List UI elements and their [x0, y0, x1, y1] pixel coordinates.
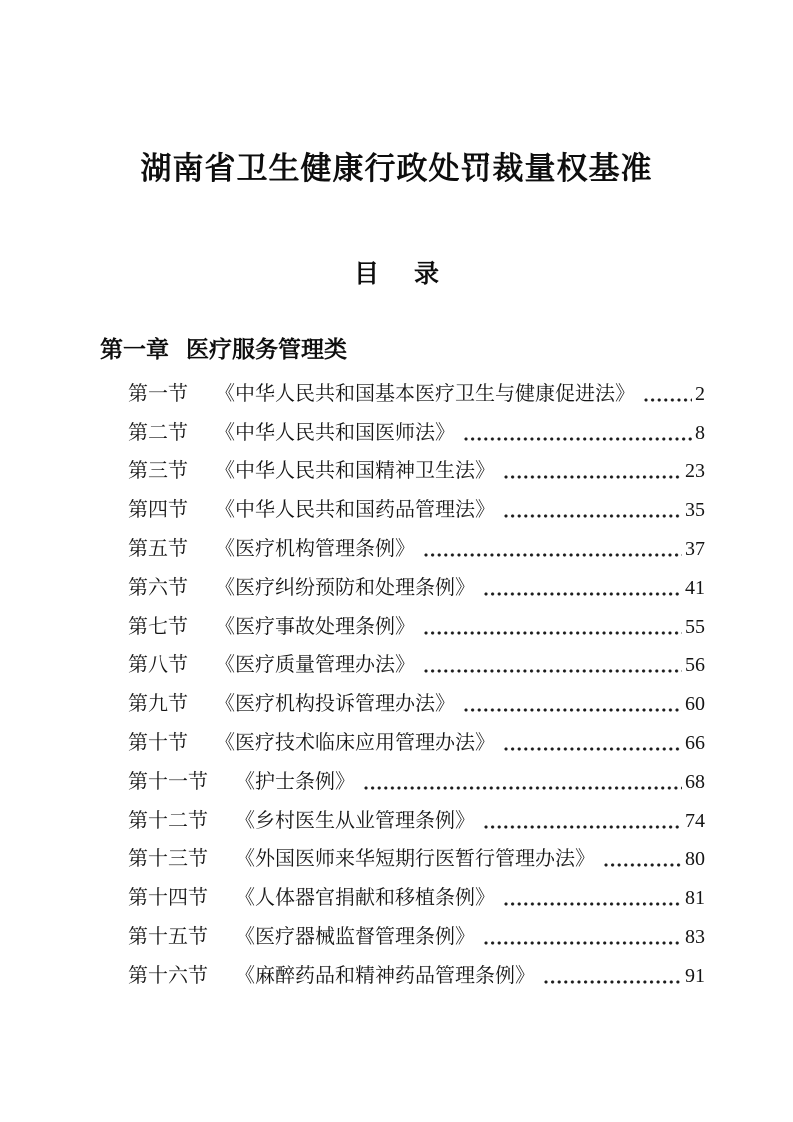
- section-title: 《人体器官捐献和移植条例》: [235, 887, 495, 910]
- page-number: 8: [695, 421, 705, 444]
- dot-leader: [504, 514, 682, 518]
- section-label: 第一节: [128, 382, 188, 405]
- toc-heading: 目 录: [354, 260, 439, 288]
- toc-entry: [128, 605, 705, 644]
- toc-entry: [128, 372, 705, 411]
- dot-leader: [424, 669, 682, 673]
- section-label: 第九节: [128, 693, 188, 716]
- page-number: 37: [685, 537, 705, 560]
- page-number: 91: [685, 964, 705, 987]
- section-label: 第六节: [128, 576, 188, 599]
- dot-leader: [604, 863, 682, 867]
- dot-leader: [544, 980, 682, 984]
- section-label: 第十三节: [128, 848, 208, 871]
- toc-entry: [128, 644, 705, 683]
- section-title: 《医疗质量管理办法》: [215, 654, 415, 677]
- toc-entry: [128, 566, 705, 605]
- dot-leader: [504, 747, 682, 751]
- section-label: 第十六节: [128, 964, 208, 987]
- dot-leader: [504, 475, 682, 479]
- section-title: 《乡村医生从业管理条例》: [235, 809, 475, 832]
- section-label: 第十二节: [128, 809, 208, 832]
- toc-entry: [128, 411, 705, 450]
- section-title: 《医疗事故处理条例》: [215, 615, 415, 638]
- section-label: 第十节: [128, 731, 188, 754]
- toc-entry: [128, 838, 705, 877]
- toc-entry: [128, 721, 705, 760]
- toc-entry: [128, 760, 705, 799]
- toc-entry: [128, 799, 705, 838]
- dot-leader: [484, 825, 682, 829]
- dot-leader: [644, 398, 692, 402]
- section-label: 第十五节: [128, 925, 208, 948]
- dot-leader: [484, 592, 682, 596]
- page-number: 80: [685, 848, 705, 871]
- toc-entry: [128, 682, 705, 721]
- dot-leader: [364, 786, 682, 790]
- section-label: 第十一节: [128, 770, 208, 793]
- chapter-heading: [0, 333, 793, 365]
- dot-leader: [424, 553, 682, 557]
- section-title: 《中华人民共和国基本医疗卫生与健康促进法》: [215, 382, 635, 405]
- toc-entry: [128, 527, 705, 566]
- toc-entry: [128, 450, 705, 489]
- section-title: 《医疗机构管理条例》: [215, 537, 415, 560]
- page-number: 41: [685, 576, 705, 599]
- section-label: 第五节: [128, 537, 188, 560]
- section-label: 第二节: [128, 421, 188, 444]
- page-number: 60: [685, 693, 705, 716]
- toc-entry: [128, 915, 705, 954]
- section-label: 第四节: [128, 499, 188, 522]
- page-number: 81: [685, 887, 705, 910]
- dot-leader: [504, 902, 682, 906]
- toc-entry: [128, 954, 705, 993]
- section-title: 《医疗技术临床应用管理办法》: [215, 731, 495, 754]
- section-label: 第七节: [128, 615, 188, 638]
- section-label: 第三节: [128, 460, 188, 483]
- page-number: 55: [685, 615, 705, 638]
- section-label: 第八节: [128, 654, 188, 677]
- page-number: 35: [685, 499, 705, 522]
- chapter-label: 第一章: [100, 336, 169, 362]
- section-title: 《中华人民共和国医师法》: [215, 421, 455, 444]
- section-title: 《护士条例》: [235, 770, 355, 793]
- dot-leader: [464, 437, 692, 441]
- page-number: 56: [685, 654, 705, 677]
- page-number: 68: [685, 770, 705, 793]
- dot-leader: [424, 631, 682, 635]
- toc-entry-list: [0, 372, 793, 993]
- page-number: 74: [685, 809, 705, 832]
- section-label: 第十四节: [128, 887, 208, 910]
- chapter-title: 医疗服务管理类: [186, 336, 347, 362]
- dot-leader: [464, 708, 682, 712]
- page-title: 湖南省卫生健康行政处罚裁量权基准: [140, 151, 653, 186]
- section-title: 《医疗机构投诉管理办法》: [215, 693, 455, 716]
- section-title: 《中华人民共和国精神卫生法》: [215, 460, 495, 483]
- section-title: 《麻醉药品和精神药品管理条例》: [235, 964, 535, 987]
- page-number: 83: [685, 925, 705, 948]
- toc-entry: [128, 488, 705, 527]
- section-title: 《医疗器械监督管理条例》: [235, 925, 475, 948]
- dot-leader: [484, 941, 682, 945]
- section-title: 《医疗纠纷预防和处理条例》: [215, 576, 475, 599]
- page-number: 23: [685, 460, 705, 483]
- page-number: 66: [685, 731, 705, 754]
- toc-entry: [128, 876, 705, 915]
- section-title: 《中华人民共和国药品管理法》: [215, 499, 495, 522]
- section-title: 《外国医师来华短期行医暂行管理办法》: [235, 848, 595, 871]
- page-number: 2: [695, 382, 705, 405]
